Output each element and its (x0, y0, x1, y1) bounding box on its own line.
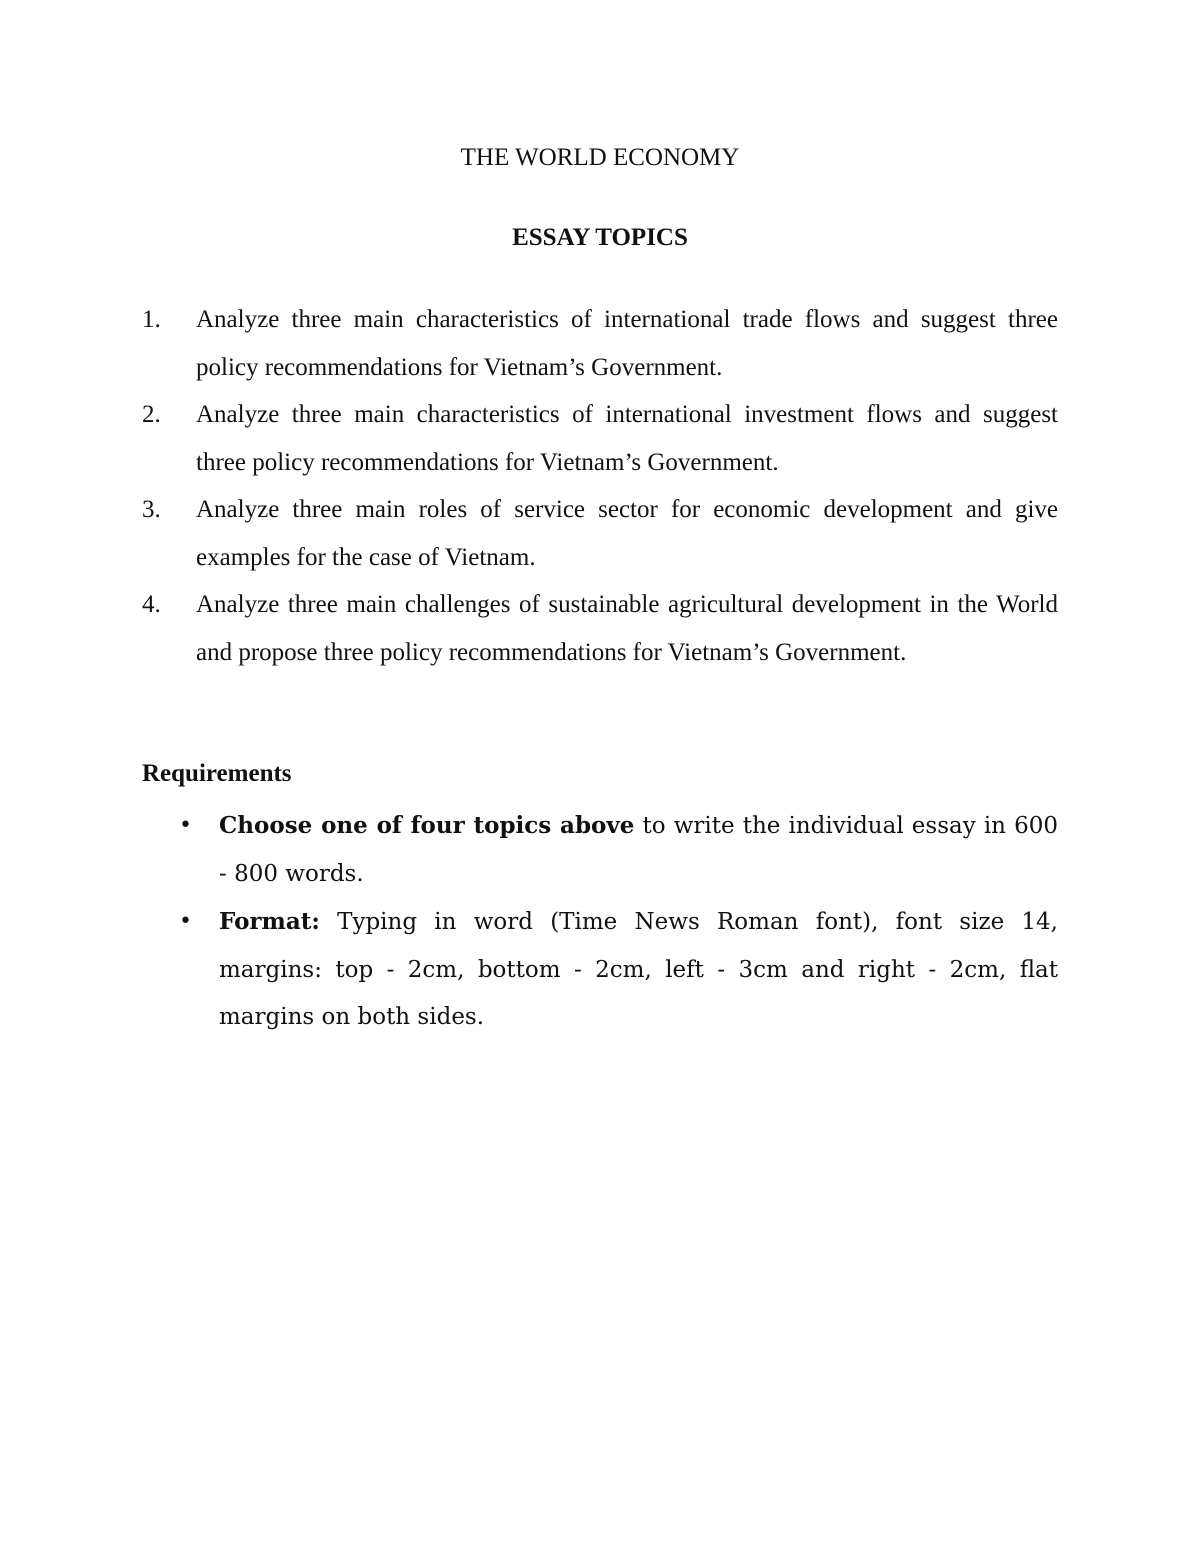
topic-text: Analyze three main characteristics of international investment flows and suggest three policy recommendations for Vietnam’s Government. (196, 401, 1058, 476)
topic-number: 1. (142, 306, 161, 333)
requirement-emphasis: Choose one of four topics above (219, 812, 635, 839)
bullet-icon: • (179, 813, 192, 838)
requirements-heading: Requirements (142, 760, 292, 787)
topic-item (142, 391, 1058, 486)
requirement-emphasis: Format: (219, 908, 320, 935)
topic-text: Analyze three main challenges of sustainable agricultural development in the World and propose three policy recommendations for Vietnam’s Government. (196, 591, 1058, 666)
topic-item (142, 581, 1058, 676)
topic-item (142, 296, 1058, 391)
topic-number: 2. (142, 401, 161, 428)
requirement-text: Typing in word (Time News Roman font), font size 14, margins: top - 2cm, bottom - 2cm, left - 3cm and right - 2cm, flat margins on both sides. (219, 909, 1058, 1030)
topics-list (142, 296, 1058, 676)
topic-number: 4. (142, 591, 161, 618)
topic-text: Analyze three main characteristics of international trade flows and suggest three policy recommendations for Vietnam’s Government. (196, 306, 1058, 381)
requirements-list (142, 802, 1058, 1042)
requirement-item (142, 802, 1058, 898)
document-title: THE WORLD ECONOMY (460, 144, 740, 171)
topic-number: 3. (142, 496, 161, 523)
requirement-text: to write the individual essay in 600 - 800 words. (219, 813, 1058, 887)
bullet-icon: • (179, 909, 192, 934)
document-subtitle: ESSAY TOPICS (512, 224, 688, 251)
topic-item (142, 486, 1058, 581)
requirement-item (142, 898, 1058, 1042)
topic-text: Analyze three main roles of service sector for economic development and give examples for the case of Vietnam. (196, 496, 1058, 571)
